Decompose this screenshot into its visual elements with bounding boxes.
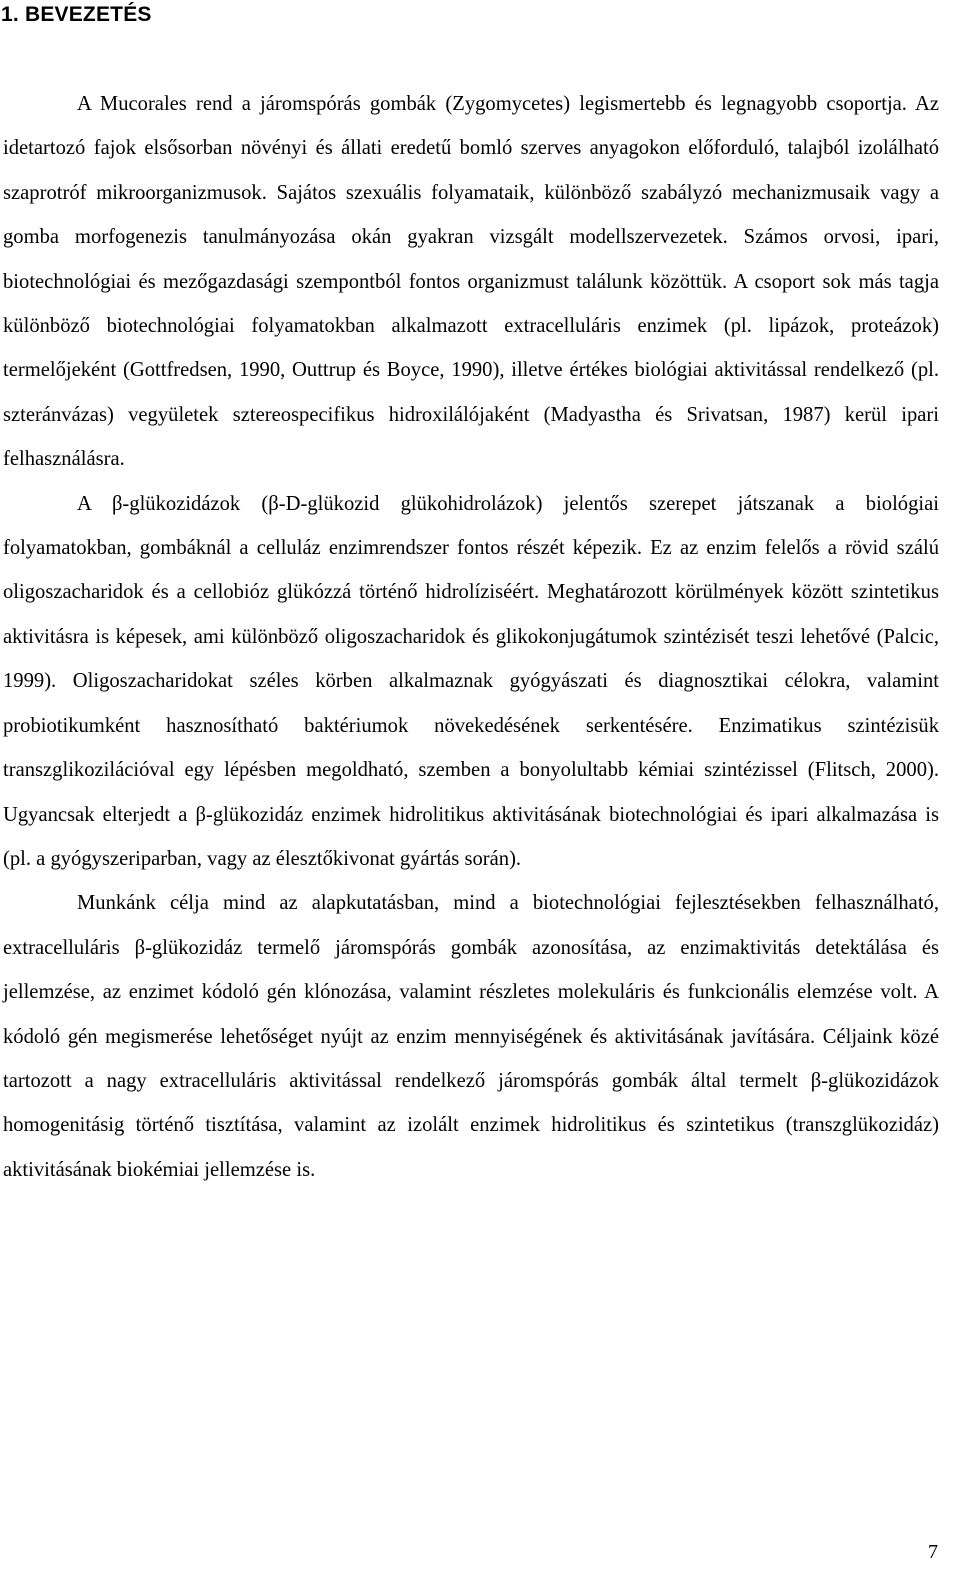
paragraph-beta-glucosidase: A β-glükozidázok (β-D-glükozid glükohidrolázok) jelentős szerepet játszanak a biológiai folyamatokban, gombáknál a celluláz enzimrendszer fontos részét képezik. Ez az enzim felelős a rövid szálú oligoszacharidok és a cellobióz glükózzá történő hidrolíziséért. Meghatározott körülmények között szintetikus aktivitásra is képesek, ami különböző oligoszacharidok és glikokonjugátumok szintézisét teszi lehetővé (Palcic, 1999). Oligoszacharidokat széles körben alkalmaznak gyógyászati és diagnosztikai célokra, valamint probiotikumként hasznosítható baktériumok növekedésének serkentésére. Enzimatikus szintézisük transzglikozilációval egy lépésben megoldható, szemben a bonyolultabb kémiai szintézissel (Flitsch, 2000). Ugyancsak elterjedt a β-glükozidáz enzimek hidrolitikus aktivitásának biotechnológiai és ipari alkalmazása is (pl. a gyógyszeriparban, vagy az élesztőkivonat gyártás során).: [3, 492, 939, 870]
body-text: [3, 82, 939, 1192]
paragraph-research-aims: Munkánk célja mind az alapkutatásban, mind a biotechnológiai fejlesztésekben felhasználható, extracelluláris β-glükozidáz termelő járomspórás gombák azonosítása, az enzimaktivitás detektálása és jellemzése, az enzimet kódoló gén klónozása, valamint részletes molekuláris és funkcionális elemzése volt. A kódoló gén megismerése lehetőséget nyújt az enzim mennyiségének és aktivitásának javítására. Céljaink közé tartozott a nagy extracelluláris aktivitással rendelkező járomspórás gombák által termelt β-glükozidázok homogenitásig történő tisztítása, valamint az izolált enzimek hidrolitikus és szintetikus (transzglükozidáz) aktivitásának biokémiai jellemzése is.: [3, 892, 939, 1181]
section-heading: 1. BEVEZETÉS: [1, 3, 152, 26]
page-number: 7: [928, 1541, 938, 1563]
paragraph-mucorales: A Mucorales rend a járomspórás gombák (Zygomycetes) legismertebb és legnagyobb csoportja. Az idetartozó fajok elsősorban növényi és állati eredetű bomló szerves anyagokon előforduló, talajból izolálható szaprotróf mikroorganizmusok. Sajátos szexuális folyamataik, különböző szabályzó mechanizmusaik vagy a gomba morfogenezis tanulmányozása okán gyakran vizsgált modellszervezetek. Számos orvosi, ipari, biotechnológiai és mezőgazdasági szempontból fontos organizmust találunk közöttük. A csoport sok más tagja különböző biotechnológiai folyamatokban alkalmazott extracelluláris enzimek (pl. lipázok, proteázok) termelőjeként (Gottfredsen, 1990, Outtrup és Boyce, 1990), illetve értékes biológiai aktivitással rendelkező (pl. szteránvázas) vegyületek sztereospecifikus hidroxilálójaként (Madyastha és Srivatsan, 1987) kerül ipari felhasználásra.: [3, 93, 939, 471]
